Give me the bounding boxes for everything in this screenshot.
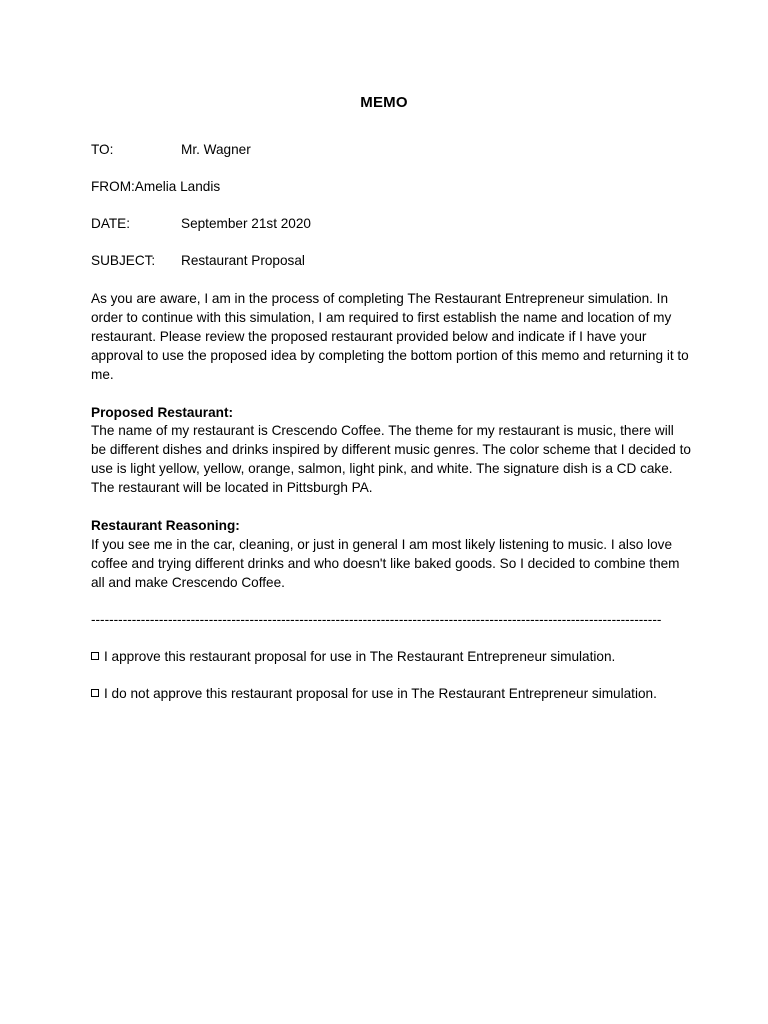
date-value: September 21st 2020 [181,216,311,231]
from-value: Amelia Landis [134,179,221,194]
proposed-restaurant-paragraph: The name of my restaurant is Crescendo Coffee. The theme for my restaurant is music, there will be different dishes and drinks inspired by different music genres. The color scheme that I decided to use is light yellow, yellow, orange, salmon, light pink, and white. The signature dish is a CD cake. The restaurant will be located in Pittsburgh PA. [91,423,691,495]
to-row [91,141,251,159]
restaurant-reasoning-heading: Restaurant Reasoning: [91,518,240,533]
deny-checkbox-icon[interactable] [91,689,99,697]
intro-paragraph: As you are aware, I am in the process of completing The Restaurant Entrepreneur simulation. In order to continue with this simulation, I am required to first establish the name and location of my restaurant. Please review the proposed restaurant provided below and indicate if I have your approval to use the proposed idea by completing the bottom portion of this memo and returning it to me. [91,291,689,382]
to-value: Mr. Wagner [181,142,251,157]
approve-text: I approve this restaurant proposal for use in The Restaurant Entrepreneur simulation. [104,649,616,664]
approve-checkbox-icon[interactable] [91,652,99,660]
approve-option [91,647,615,666]
memo-title: MEMO [360,94,408,111]
date-label: DATE: [91,216,131,231]
subject-value: Restaurant Proposal [181,253,305,268]
from-row [91,178,220,196]
subject-row [91,252,305,270]
deny-option [91,684,657,703]
to-label: TO: [91,142,114,157]
dashed-divider: ------------------------------------------------------------------------------------------------------------------------------ [91,612,661,627]
date-row [91,215,311,233]
from-label: FROM: [91,179,135,194]
deny-text: I do not approve this restaurant proposal for use in The Restaurant Entrepreneur simulation. [104,686,657,701]
restaurant-reasoning-paragraph: If you see me in the car, cleaning, or just in general I am most likely listening to music. I also love coffee and trying different drinks and who doesn't like baked goods. So I decided to combine them all and make Crescendo Coffee. [91,537,680,590]
subject-label: SUBJECT: [91,253,156,268]
proposed-restaurant-heading: Proposed Restaurant: [91,405,234,420]
